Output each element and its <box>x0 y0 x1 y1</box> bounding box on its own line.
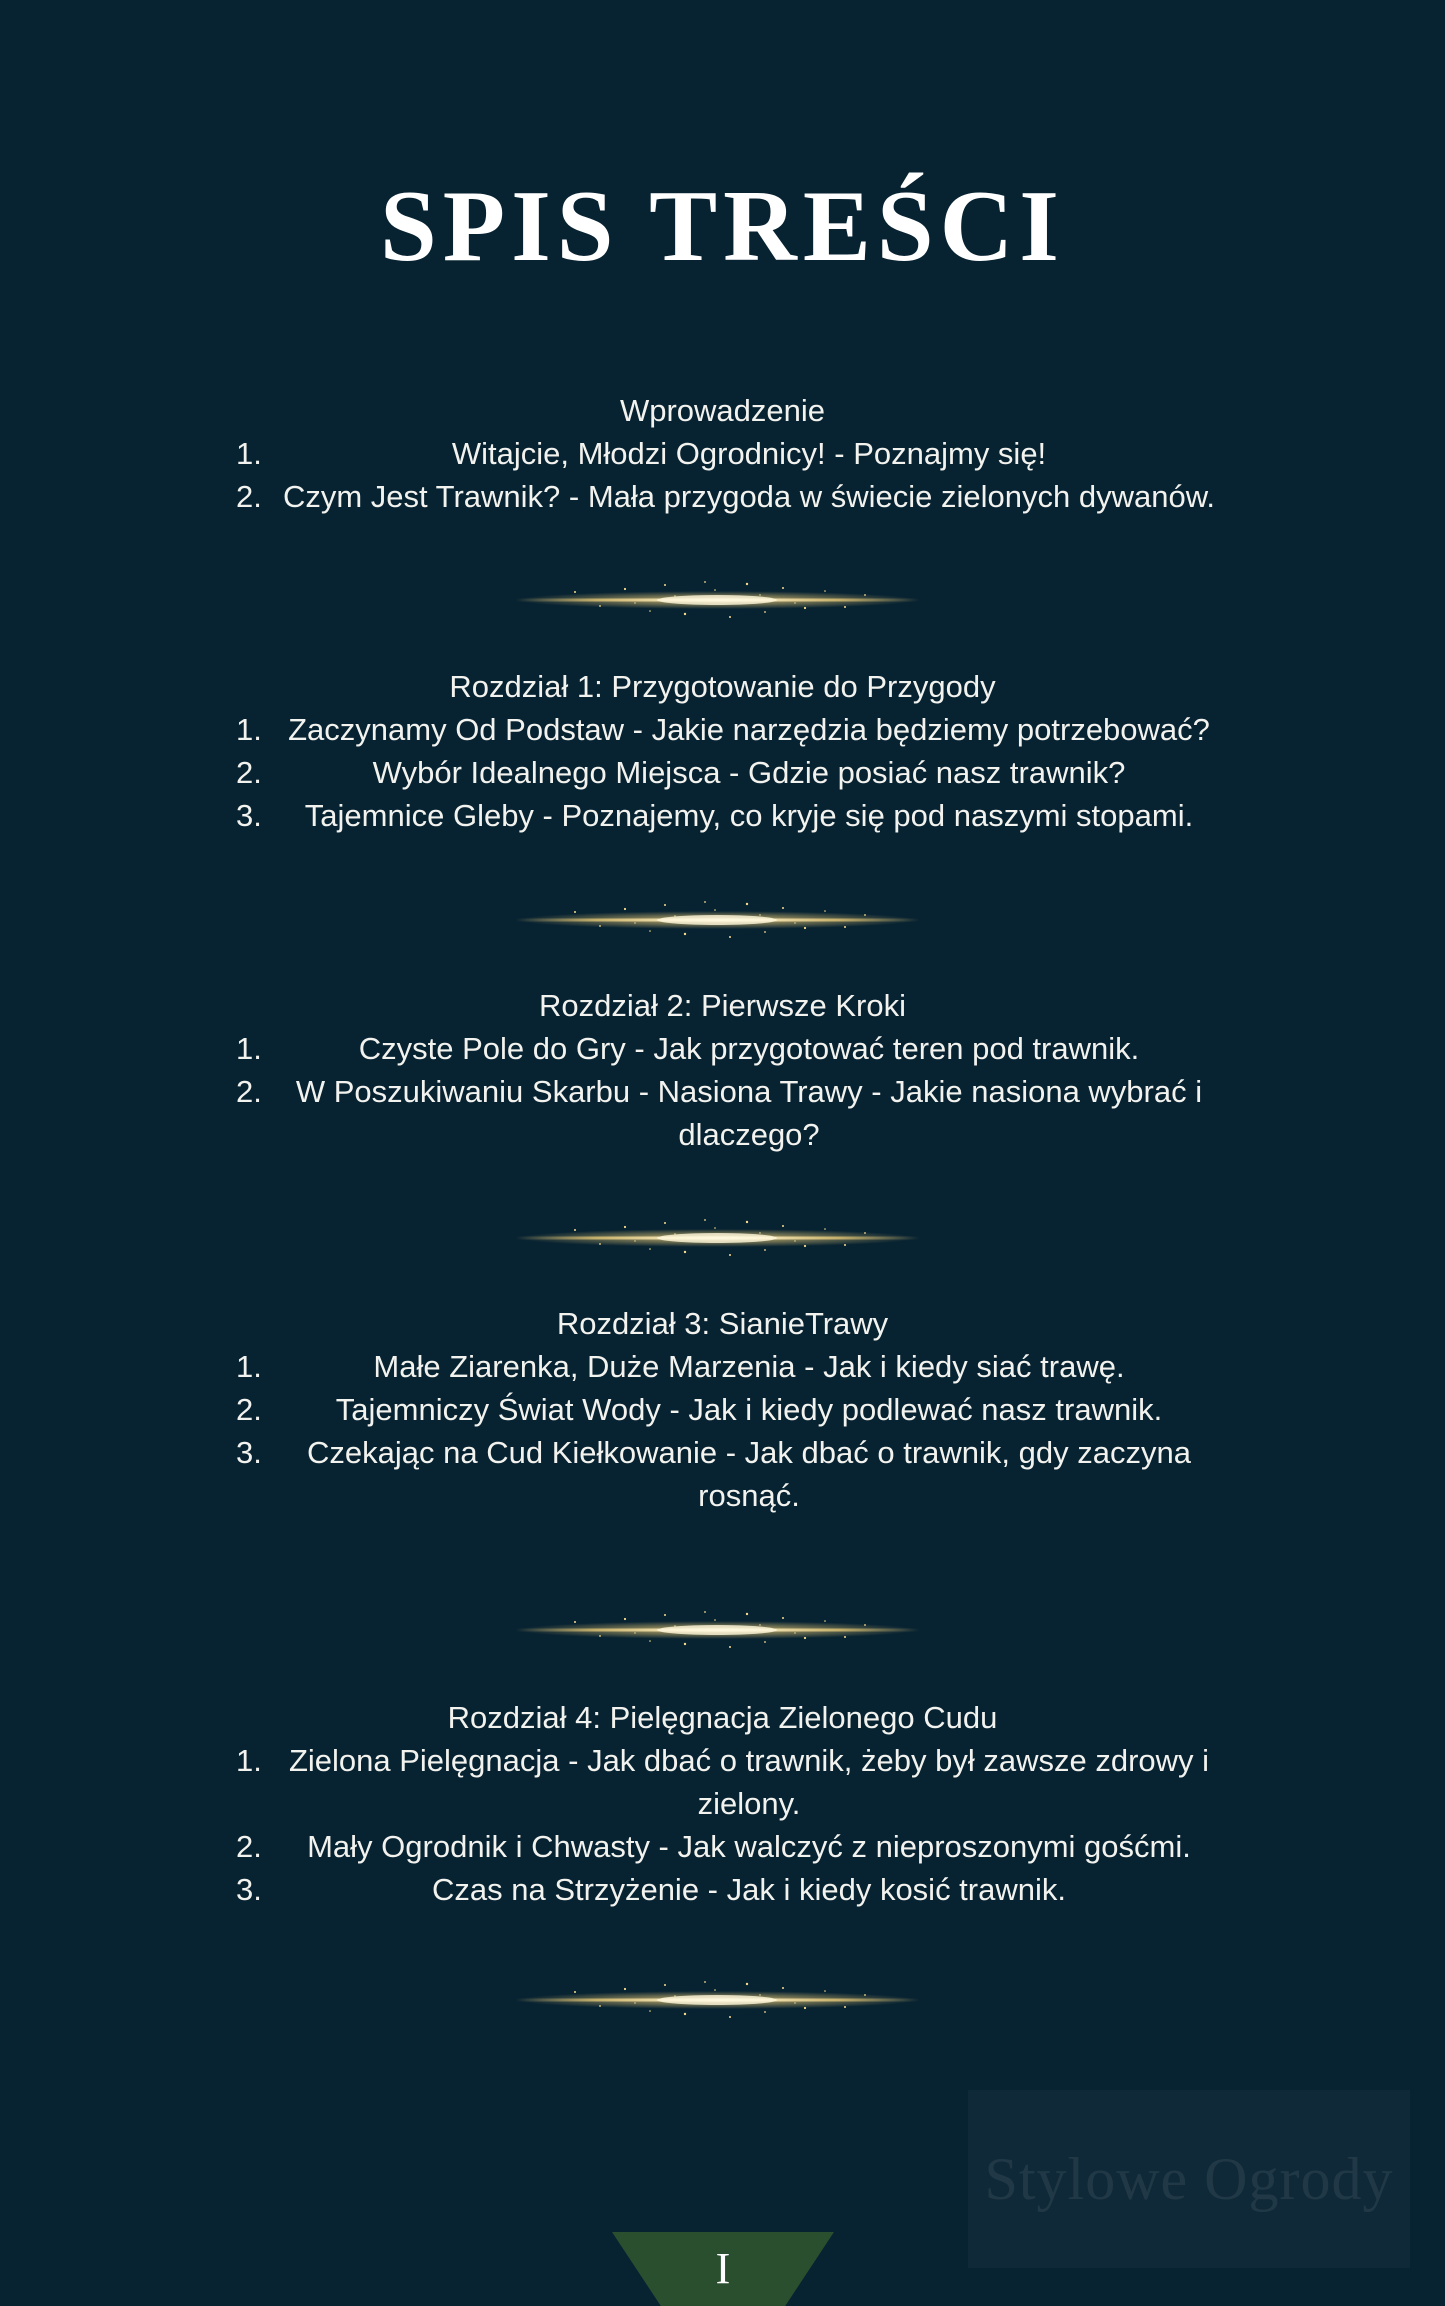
entry-text: Mały Ogrodnik i Chwasty - Jak walczyć z nieproszonymi gośćmi. <box>307 1829 1191 1864</box>
entry-number: 1. <box>236 712 262 747</box>
section-heading: Rozdział 4: Pielęgnacja Zielonego Cudu <box>447 1700 998 1735</box>
gold-sparkle-divider <box>515 570 920 630</box>
entry-number: 3. <box>236 1872 262 1907</box>
entry-text: W Poszukiwaniu Skarbu - Nasiona Trawy - Jakie nasiona wybrać i dlaczego? <box>295 1074 1203 1152</box>
entry-text: Zaczynamy Od Podstaw - Jakie narzędzia będziemy potrzebować? <box>288 712 1210 747</box>
gold-sparkle-divider <box>515 1208 920 1268</box>
section-heading: Wprowadzenie <box>619 393 826 428</box>
entry-text: Tajemniczy Świat Wody - Jak i kiedy podlewać nasz trawnik. <box>335 1392 1163 1427</box>
toc-entry[interactable] <box>236 1388 1232 1431</box>
entry-text: Tajemnice Gleby - Poznajemy, co kryje się pod naszymi stopami. <box>304 798 1194 833</box>
toc-entry[interactable] <box>236 1825 1232 1868</box>
toc-entry[interactable] <box>236 751 1232 794</box>
entry-number: 2. <box>236 1829 262 1864</box>
toc-entry[interactable] <box>236 475 1232 518</box>
entry-number: 1. <box>236 436 262 471</box>
entry-text: Małe Ziarenka, Duże Marzenia - Jak i kiedy siać trawę. <box>373 1349 1125 1384</box>
entry-number: 1. <box>236 1349 262 1384</box>
entry-text: Czyste Pole do Gry - Jak przygotować teren pod trawnik. <box>358 1031 1140 1066</box>
entry-number: 3. <box>236 1435 262 1470</box>
toc-section-chapter-2 <box>0 984 1445 1156</box>
toc-entry[interactable] <box>236 1431 1232 1517</box>
entry-number: 1. <box>236 1031 262 1066</box>
entry-number: 1. <box>236 1743 262 1778</box>
entry-number: 2. <box>236 479 262 514</box>
section-heading: Rozdział 3: SianieTrawy <box>556 1306 889 1341</box>
toc-entry[interactable] <box>236 794 1232 837</box>
toc-section-chapter-4 <box>0 1696 1445 1911</box>
entry-text: Zielona Pielęgnacja - Jak dbać o trawnik, żeby był zawsze zdrowy i zielony. <box>288 1743 1210 1821</box>
entry-text: Czekając na Cud Kiełkowanie - Jak dbać o trawnik, gdy zaczyna rosnąć. <box>307 1435 1191 1513</box>
toc-section-chapter-3 <box>0 1302 1445 1517</box>
toc-entry[interactable] <box>236 1868 1232 1911</box>
entry-text: Czym Jest Trawnik? - Mała przygoda w świecie zielonych dywanów. <box>282 479 1216 514</box>
toc-entry[interactable] <box>236 1739 1232 1825</box>
toc-entry[interactable] <box>236 432 1232 475</box>
entry-text: Wybór Idealnego Miejsca - Gdzie posiać nasz trawnik? <box>372 755 1126 790</box>
toc-entry[interactable] <box>236 1027 1232 1070</box>
entry-number: 3. <box>236 798 262 833</box>
page-title: SPIS TREŚCI <box>380 170 1065 283</box>
entry-number: 2. <box>236 1074 262 1109</box>
page-number: I <box>715 2244 731 2293</box>
toc-entry[interactable] <box>236 1345 1232 1388</box>
toc-section-intro <box>0 389 1445 518</box>
toc-entry[interactable] <box>236 1070 1232 1156</box>
gold-sparkle-divider <box>515 1600 920 1660</box>
section-heading: Rozdział 1: Przygotowanie do Przygody <box>449 669 996 704</box>
entry-text: Czas na Strzyżenie - Jak i kiedy kosić trawnik. <box>432 1872 1066 1907</box>
toc-entry[interactable] <box>236 708 1232 751</box>
section-heading: Rozdział 2: Pierwsze Kroki <box>539 988 906 1023</box>
entry-number: 2. <box>236 1392 262 1427</box>
entry-number: 2. <box>236 755 262 790</box>
toc-section-chapter-1 <box>0 665 1445 837</box>
gold-sparkle-divider <box>515 1970 920 2030</box>
gold-sparkle-divider <box>515 890 920 950</box>
stylowe-ogrody-watermark-logo: Stylowe Ogrody <box>968 2090 1410 2268</box>
entry-text: Witajcie, Młodzi Ogrodnicy! - Poznajmy się! <box>451 436 1047 471</box>
